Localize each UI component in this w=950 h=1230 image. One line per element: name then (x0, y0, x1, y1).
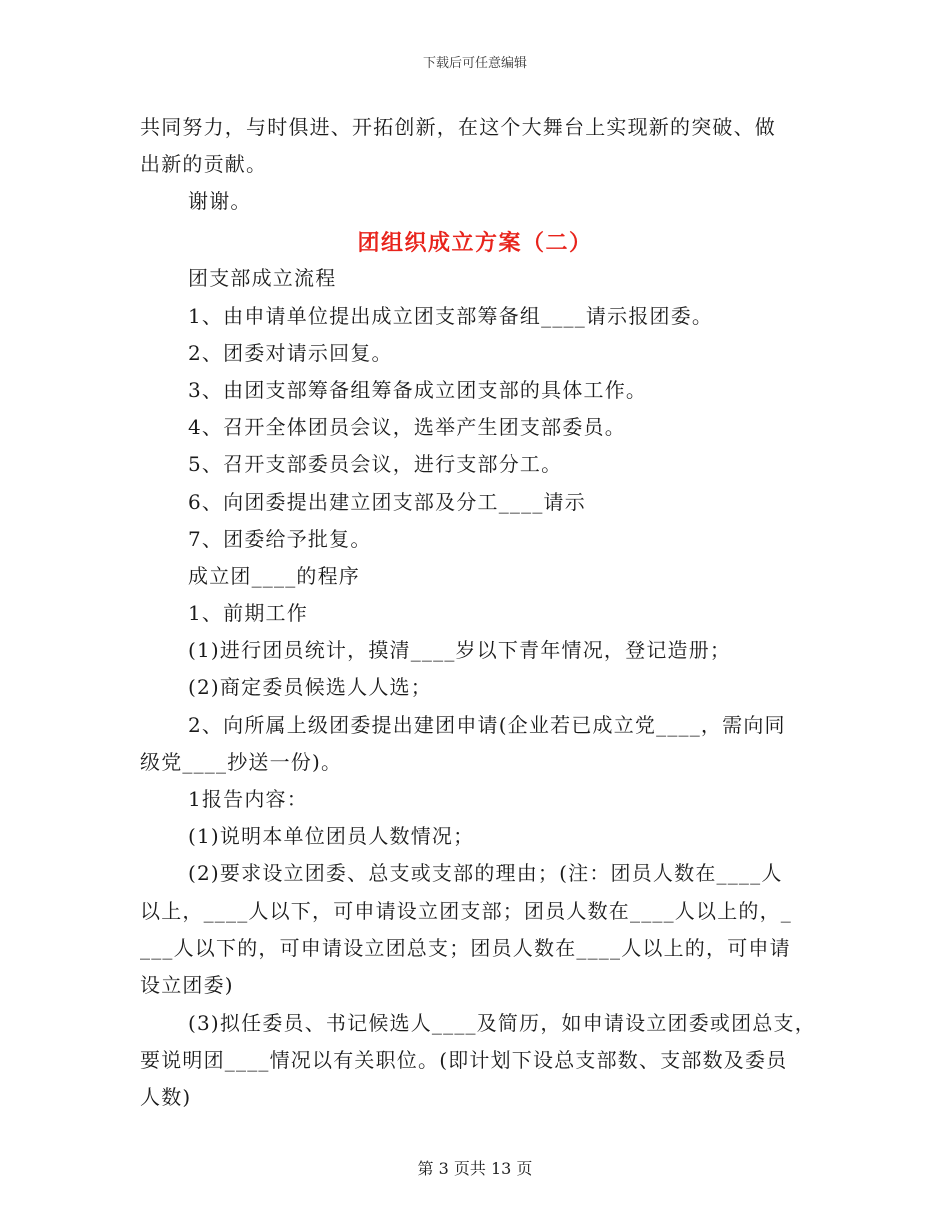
paragraph-line: 级党____抄送一份)。 (140, 750, 343, 774)
subheading: 成立团____的程序 (188, 564, 360, 588)
list-item: (1)说明本单位团员人数情况； (188, 824, 475, 848)
list-item: (2)商定委员候选人人选； (188, 675, 432, 699)
list-item: 1、前期工作 (188, 601, 308, 625)
list-item: 2、向所属上级团委提出建团申请(企业若已成立党____，需向同 (188, 713, 786, 737)
paragraph-line: 设立团委) (140, 973, 234, 997)
paragraph-line: 谢谢。 (188, 189, 252, 213)
list-item: 5、召开支部委员会议，进行支部分工。 (188, 452, 563, 476)
paragraph-line: 人数) (140, 1085, 192, 1109)
list-item: (3)拟任委员、书记候选人____及简历，如申请设立团委或团总支， (188, 1011, 816, 1035)
paragraph-line: 出新的贡献。 (140, 152, 268, 176)
list-item: 3、由团支部筹备组筹备成立团支部的具体工作。 (188, 378, 648, 402)
paragraph-line: ___人以下的，可申请设立团总支；团员人数在____人以上的，可申请 (140, 936, 791, 960)
subheading: 1报告内容： (188, 787, 308, 811)
page-header-note: 下载后可任意编辑 (422, 56, 527, 71)
paragraph-line: 要说明团____情况以有关职位。(即计划下设总支部数、支部数及委员 (140, 1048, 788, 1072)
page-number: 第 3 页共 13 页 (417, 1159, 533, 1178)
list-item: (2)要求设立团委、总支或支部的理由；(注：团员人数在____人 (188, 861, 783, 885)
list-item: 7、团委给予批复。 (188, 527, 372, 551)
list-item: 4、召开全体团员会议，选举产生团支部委员。 (188, 415, 626, 439)
list-item: 1、由申请单位提出成立团支部筹备组____请示报团委。 (188, 304, 714, 328)
paragraph-line: 共同努力，与时俱进、开拓创新，在这个大舞台上实现新的突破、做 (140, 115, 776, 139)
paragraph-line: 以上，____人以下，可申请设立团支部；团员人数在____人以上的，_ (140, 899, 792, 923)
list-item: (1)进行团员统计，摸清____岁以下青年情况，登记造册； (188, 638, 732, 662)
list-item: 2、团委对请示回复。 (188, 341, 393, 365)
subheading: 团支部成立流程 (188, 266, 337, 290)
list-item: 6、向团委提出建立团支部及分工____请示 (188, 490, 586, 514)
section-title: 团组织成立方案（二） (357, 231, 593, 256)
